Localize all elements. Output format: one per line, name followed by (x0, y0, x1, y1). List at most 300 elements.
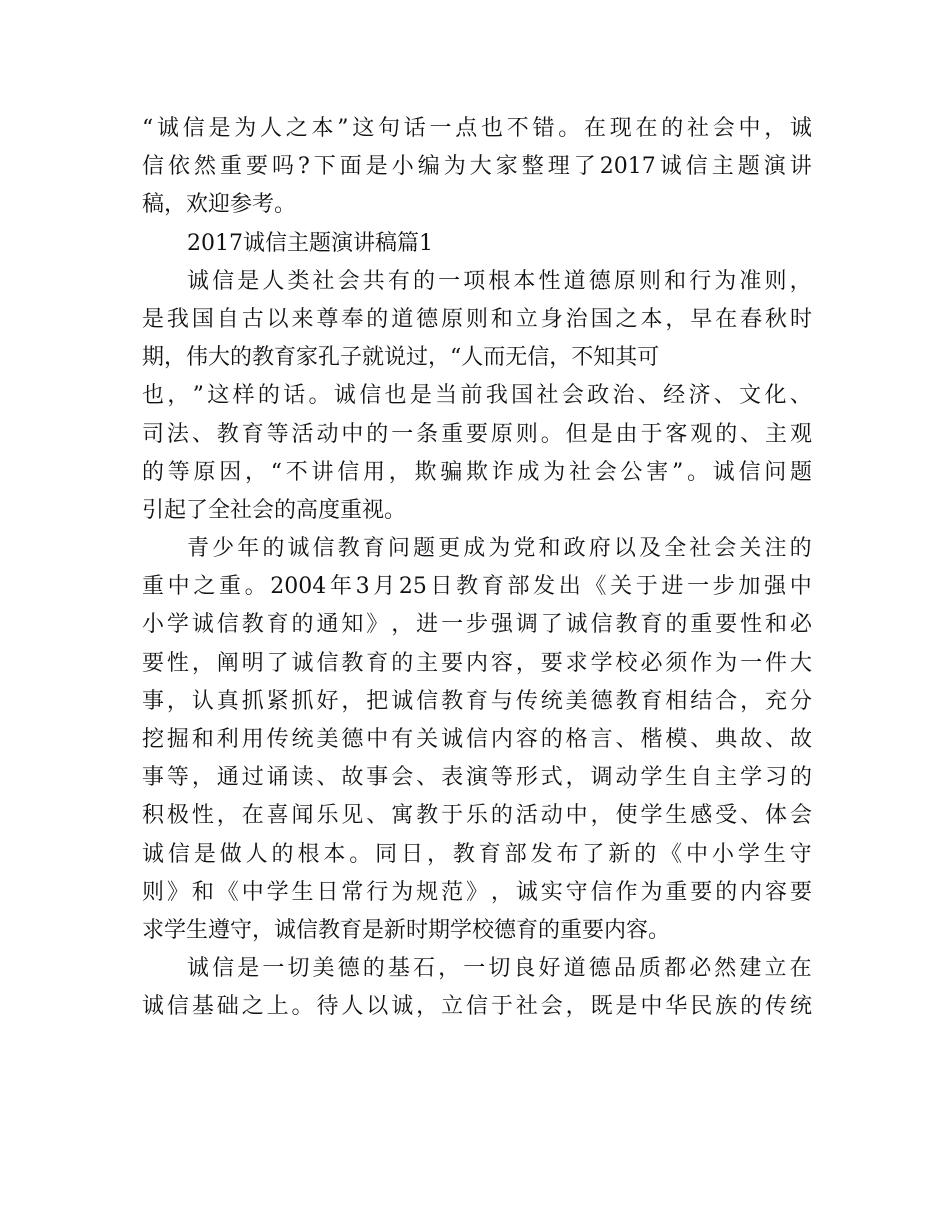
line-glyph: 演 (465, 765, 488, 791)
line-glyph: 政 (587, 383, 610, 409)
text-line (142, 110, 812, 148)
text-line (142, 797, 812, 835)
line-glyph: 生 (665, 765, 688, 791)
line-glyph: 信 (212, 956, 235, 982)
line-glyph: 良 (513, 956, 536, 982)
line-glyph: 为 (714, 268, 737, 294)
line-glyph: ， (191, 765, 214, 791)
line-glyph: 治 (612, 383, 635, 409)
line-glyph: 《 (660, 841, 683, 867)
line-glyph: 传 (515, 688, 538, 714)
line-glyph: 春 (740, 306, 763, 332)
line-glyph: 问 (387, 536, 410, 562)
line-glyph: 行 (689, 268, 712, 294)
line-glyph: 学 (740, 765, 763, 791)
line-glyph: 育 (366, 650, 389, 676)
line-glyph: 进 (661, 574, 684, 600)
line-glyph: 、 (366, 803, 389, 829)
line-glyph: 日 (401, 841, 424, 867)
line-glyph: 治 (565, 306, 588, 332)
line-glyph: 诚 (391, 688, 414, 714)
line-glyph: 则 (142, 879, 165, 905)
line-glyph: 家 (495, 154, 518, 180)
line-glyph: 以 (266, 306, 289, 332)
line-glyph: 之 (193, 574, 216, 600)
line-glyph: 结 (690, 688, 713, 714)
line-glyph: 为 (391, 879, 414, 905)
text-line (142, 683, 812, 721)
line-glyph: 中 (241, 879, 264, 905)
line-glyph: 自 (690, 765, 713, 791)
line-glyph: 早 (690, 306, 713, 332)
line-glyph: 性 (166, 650, 189, 676)
line-glyph: 活 (291, 421, 314, 447)
line-glyph: 以 (613, 536, 636, 562)
line-glyph: 关 (610, 574, 633, 600)
line-glyph: 的 (490, 803, 513, 829)
line-glyph: 在 (583, 116, 606, 141)
line-glyph: 信 (359, 383, 382, 409)
line-glyph: 》 (166, 879, 189, 905)
line-glyph: ， (789, 268, 812, 294)
line-glyph: 求 (565, 650, 588, 676)
line-glyph: 道 (563, 956, 586, 982)
line-glyph: 在 (789, 956, 812, 982)
document-body (142, 110, 812, 1027)
line-glyph: 要 (441, 650, 464, 676)
line-glyph: 育 (640, 612, 663, 638)
line-glyph: 道 (563, 268, 586, 294)
line-glyph: 的 (291, 612, 314, 638)
line-glyph: 教 (337, 536, 360, 562)
line-glyph: 一 (441, 612, 464, 638)
line-glyph: ， (245, 459, 268, 485)
line-glyph: 根 (488, 268, 511, 294)
line-glyph: 等 (166, 765, 189, 791)
line-glyph: ， (388, 459, 411, 485)
line-glyph: 关 (416, 727, 439, 752)
line-glyph: 动 (615, 765, 638, 791)
line-glyph: ， (665, 306, 688, 332)
line-glyph: 掘 (166, 727, 189, 752)
line-glyph: 信 (182, 116, 205, 141)
line-glyph: 诈 (491, 459, 514, 485)
line-glyph: 的 (366, 306, 389, 332)
line-glyph: “ (270, 459, 282, 485)
line-glyph: 注 (764, 536, 787, 562)
line-glyph: 件 (765, 650, 788, 676)
line-glyph: 是 (409, 383, 432, 409)
line-glyph: 。 (349, 841, 372, 867)
line-glyph: 统 (540, 688, 563, 714)
line-glyph: 习 (765, 765, 788, 791)
line-glyph: 于 (490, 994, 513, 1020)
line-glyph: 一 (262, 956, 285, 982)
line-glyph: 客 (665, 421, 688, 447)
text-line (142, 721, 812, 759)
line-glyph: 日 (430, 574, 453, 600)
line-glyph: 》 (366, 612, 389, 638)
line-glyph: 诚 (391, 994, 414, 1020)
line-glyph: 少 (212, 536, 235, 562)
line-glyph: 和 (538, 536, 561, 562)
line-glyph: 问 (764, 459, 787, 485)
line-glyph: 句 (377, 116, 400, 141)
line-glyph: 的 (715, 421, 738, 447)
line-text: 稿，欢迎参考。 (142, 192, 297, 218)
line-glyph: 本 (640, 306, 663, 332)
line-glyph: 族 (715, 994, 738, 1020)
line-glyph: 乐 (465, 803, 488, 829)
line-glyph: 容 (515, 727, 538, 752)
line-glyph: 是 (237, 268, 260, 294)
line-glyph: 信 (465, 727, 488, 752)
line-glyph: 原 (490, 421, 513, 447)
line-glyph: 作 (615, 879, 638, 905)
line-glyph: 在 (635, 116, 658, 141)
line-glyph: 等 (490, 765, 513, 791)
line-glyph: 体 (765, 803, 788, 829)
line-glyph: 一 (391, 421, 414, 447)
line-glyph: 主 (711, 154, 734, 180)
line-glyph: 则 (638, 268, 661, 294)
line-glyph: 项 (463, 268, 486, 294)
line-glyph: 以 (366, 994, 389, 1020)
line-glyph: 表 (441, 765, 464, 791)
line-glyph: 及 (638, 536, 661, 562)
line-glyph: 传 (765, 994, 788, 1020)
line-glyph: 与 (490, 688, 513, 714)
line-glyph: 过 (241, 765, 264, 791)
line-glyph: 、 (191, 421, 214, 447)
line-glyph: 华 (665, 994, 688, 1020)
line-glyph: 好 (538, 956, 561, 982)
line-glyph: 题 (737, 154, 760, 180)
line-glyph: 要 (465, 421, 488, 447)
line-glyph: 也 (384, 383, 407, 409)
text-line (142, 148, 812, 186)
line-glyph: 容 (765, 879, 788, 905)
line-glyph: 奉 (341, 306, 364, 332)
line-glyph: 上 (266, 994, 289, 1020)
line-glyph: 法 (166, 421, 189, 447)
line-glyph: 重 (665, 879, 688, 905)
line-glyph: 重 (220, 154, 243, 180)
line-glyph: 。 (244, 574, 267, 600)
line-glyph: ? (298, 154, 310, 180)
line-glyph: 和 (765, 612, 788, 638)
line-glyph: 于 (441, 803, 464, 829)
line-glyph: 3 (355, 574, 370, 600)
line-glyph: 育 (266, 612, 289, 638)
line-glyph: 的 (740, 994, 763, 1020)
line-glyph: 极 (166, 803, 189, 829)
line-glyph: 也 (480, 116, 503, 141)
line-glyph: 人 (262, 268, 285, 294)
line-glyph: 真 (216, 688, 239, 714)
line-glyph: 我 (166, 306, 189, 332)
line-glyph: 重 (142, 574, 165, 600)
line-glyph: 育 (640, 688, 663, 714)
line-glyph: 是 (142, 306, 165, 332)
text-line (142, 759, 812, 797)
line-glyph: 楷 (640, 727, 663, 752)
line-glyph: 容 (490, 650, 513, 676)
text-line (142, 454, 812, 492)
line-glyph: 把 (366, 688, 389, 714)
line-glyph: ， (166, 688, 189, 714)
line-glyph: 。 (291, 994, 314, 1020)
line-glyph: 的 (540, 727, 563, 752)
line-glyph: 经 (663, 383, 686, 409)
line-glyph: 有 (391, 727, 414, 752)
line-glyph: 规 (416, 879, 439, 905)
line-glyph: 尊 (316, 306, 339, 332)
line-glyph: 乐 (316, 803, 339, 829)
line-glyph: 学 (590, 650, 613, 676)
line-glyph: ， (341, 688, 364, 714)
line-text: 求学生遵守，诚信教育是新时期学校德育的重要内容。 (142, 917, 671, 943)
line-glyph: 的 (412, 268, 435, 294)
line-glyph: 行 (366, 879, 389, 905)
line-glyph: 强 (764, 574, 787, 600)
line-glyph: 更 (438, 536, 461, 562)
line-glyph: 会 (594, 459, 617, 485)
line-glyph: 用 (241, 727, 264, 752)
line-glyph: 立 (515, 306, 538, 332)
line-glyph: 必 (640, 650, 663, 676)
line-glyph: 类 (287, 268, 310, 294)
line-glyph: 然 (194, 154, 217, 180)
line-glyph: 、 (416, 765, 439, 791)
line-glyph: 之 (285, 116, 308, 141)
line-glyph: ， (216, 803, 239, 829)
line-glyph: ， (426, 841, 449, 867)
line-glyph: 要 (789, 879, 812, 905)
line-glyph: 故 (740, 727, 763, 752)
line-glyph: 美 (316, 727, 339, 752)
line-glyph: 信 (216, 612, 239, 638)
text-line (142, 912, 812, 950)
line-glyph: 全 (664, 536, 687, 562)
line-glyph: 要 (142, 650, 165, 676)
line-glyph: 立 (441, 994, 464, 1020)
line-glyph: 府 (588, 536, 611, 562)
line-glyph: 基 (387, 956, 410, 982)
line-glyph: 济 (688, 383, 711, 409)
line-glyph: 因 (219, 459, 242, 485)
line-glyph: 见 (341, 803, 364, 829)
line-glyph: 事 (142, 688, 165, 714)
line-glyph: 重 (441, 421, 464, 447)
line-glyph: 教 (241, 612, 264, 638)
line-glyph: 会 (561, 383, 584, 409)
line-glyph: 必 (789, 612, 812, 638)
line-glyph: 积 (142, 803, 165, 829)
line-glyph: 合 (715, 688, 738, 714)
line-glyph: 、 (637, 383, 660, 409)
line-glyph: 要 (540, 650, 563, 676)
line-glyph: 切 (488, 956, 511, 982)
line-glyph: 党 (513, 536, 536, 562)
line-glyph: 待 (316, 994, 339, 1020)
line-glyph: 《 (584, 574, 607, 600)
line-glyph: 的 (789, 765, 812, 791)
line-glyph: 言 (590, 727, 613, 752)
line-glyph: 诚 (287, 536, 310, 562)
line-glyph: 活 (515, 803, 538, 829)
line-glyph: 信 (316, 650, 339, 676)
line-glyph: 不 (285, 459, 308, 485)
line-glyph: 充 (765, 688, 788, 714)
line-glyph: 是 (193, 841, 216, 867)
text-line (142, 606, 812, 644)
line-glyph: 学 (166, 612, 189, 638)
line-glyph: 的 (362, 956, 385, 982)
line-glyph: 信 (337, 459, 360, 485)
line-glyph: 人 (245, 841, 268, 867)
line-glyph: 教 (341, 650, 364, 676)
line-glyph: 的 (366, 421, 389, 447)
line-glyph: 信 (738, 459, 761, 485)
line-glyph: 教 (456, 574, 479, 600)
line-glyph: 信 (212, 268, 235, 294)
line-glyph: 月 (373, 574, 396, 600)
line-glyph: ， (565, 994, 588, 1020)
line-glyph: 故 (789, 727, 812, 752)
line-glyph: 诚 (156, 116, 179, 141)
line-glyph: 出 (558, 574, 581, 600)
line-glyph: 格 (565, 727, 588, 752)
line-glyph: 的 (262, 536, 285, 562)
line-glyph: 诚 (659, 154, 682, 180)
line-glyph: 为 (234, 116, 257, 141)
line-glyph: 关 (739, 536, 762, 562)
line-glyph: 诚 (142, 994, 165, 1020)
line-glyph: 建 (739, 956, 762, 982)
line-glyph: 2004 (270, 574, 327, 600)
line-glyph: 性 (538, 268, 561, 294)
line-glyph: 点 (455, 116, 478, 141)
line-glyph: 中 (167, 574, 190, 600)
line-glyph: 步 (712, 574, 735, 600)
line-glyph: 骗 (440, 459, 463, 485)
text-line (142, 225, 812, 263)
line-glyph: 社 (312, 268, 335, 294)
line-glyph: 步 (465, 612, 488, 638)
line-glyph: 统 (291, 727, 314, 752)
line-glyph: 、 (690, 727, 713, 752)
line-glyph: 守 (565, 879, 588, 905)
line-glyph: 准 (739, 268, 762, 294)
line-glyph: 人 (341, 994, 364, 1020)
line-glyph: 典 (715, 727, 738, 752)
line-glyph: 部 (504, 841, 527, 867)
line-glyph: 明 (241, 650, 264, 676)
line-glyph: 也 (142, 383, 165, 409)
line-glyph: 德 (341, 727, 364, 752)
line-glyph: 紧 (266, 688, 289, 714)
line-glyph: 司 (142, 421, 165, 447)
line-text: 引起了全社会的高度重视。 (142, 497, 407, 523)
line-glyph: 大 (789, 650, 812, 676)
line-glyph: 育 (241, 421, 264, 447)
line-glyph: 道 (391, 306, 414, 332)
line-glyph: 阐 (216, 650, 239, 676)
line-glyph: 德 (588, 268, 611, 294)
line-glyph: 古 (241, 306, 264, 332)
line-glyph: 育 (362, 536, 385, 562)
line-glyph: 年 (329, 574, 352, 600)
line-glyph: 话 (403, 116, 426, 141)
line-glyph: 诚 (187, 268, 210, 294)
text-line (142, 988, 812, 1026)
line-glyph: 内 (465, 650, 488, 676)
line-glyph: 石 (412, 956, 435, 982)
line-glyph: ， (764, 116, 787, 141)
line-glyph: 根 (297, 841, 320, 867)
line-glyph: 条 (416, 421, 439, 447)
line-glyph: 加 (738, 574, 761, 600)
line-glyph: 信 (590, 879, 613, 905)
line-glyph: 观 (690, 421, 713, 447)
line-glyph: 的 (665, 612, 688, 638)
line-glyph: 信 (416, 688, 439, 714)
line-glyph: 等 (266, 421, 289, 447)
line-glyph: ， (515, 650, 538, 676)
line-glyph: 前 (460, 383, 483, 409)
line-glyph: 感 (690, 803, 713, 829)
line-glyph: ” (337, 116, 349, 141)
line-glyph: 受 (715, 803, 738, 829)
text-line (142, 950, 812, 988)
line-glyph: 社 (536, 383, 559, 409)
line-glyph: 抓 (291, 688, 314, 714)
text-line (142, 836, 812, 874)
line-glyph: 于 (635, 574, 658, 600)
line-glyph: 为 (543, 459, 566, 485)
line-glyph: 政 (563, 536, 586, 562)
line-glyph: 本 (323, 841, 346, 867)
text-line (142, 186, 812, 224)
line-glyph: 教 (216, 421, 239, 447)
line-glyph: 、 (740, 803, 763, 829)
line-glyph: 在 (715, 306, 738, 332)
line-glyph: 现 (609, 116, 632, 141)
line-glyph: 诚 (333, 383, 356, 409)
line-glyph: 生 (291, 879, 314, 905)
line-glyph: 和 (191, 879, 214, 905)
line-glyph: 读 (291, 765, 314, 791)
line-glyph: 一 (687, 574, 710, 600)
line-glyph: 整 (521, 154, 544, 180)
line-glyph: 一 (740, 650, 763, 676)
line-glyph: 是 (237, 956, 260, 982)
line-glyph: 。 (686, 459, 709, 485)
line-glyph: 教 (416, 803, 439, 829)
line-glyph: 、 (789, 383, 812, 409)
line-glyph: 由 (615, 421, 638, 447)
line-glyph: 诚 (291, 650, 314, 676)
text-line (142, 874, 812, 912)
line-glyph: 常 (341, 879, 364, 905)
line-glyph: 守 (789, 841, 812, 867)
line-glyph: 基 (191, 994, 214, 1020)
line-glyph: 学 (640, 765, 663, 791)
line-glyph: 一 (429, 116, 452, 141)
line-glyph: 会 (712, 116, 735, 141)
line-glyph: 故 (341, 765, 364, 791)
